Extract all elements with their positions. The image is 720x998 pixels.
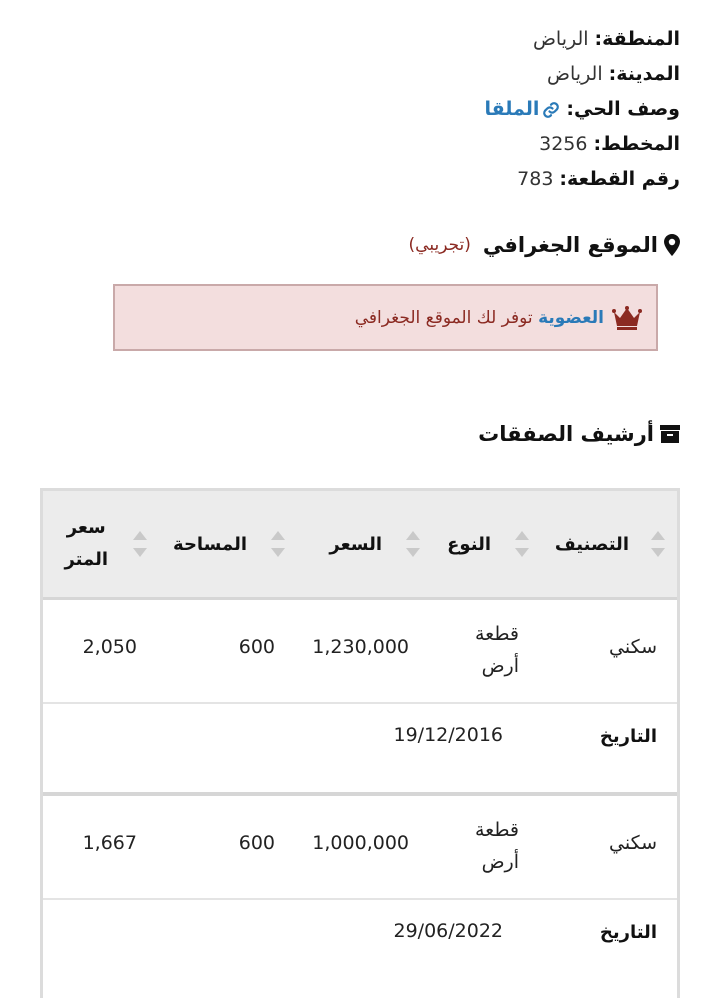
crown-icon [612, 306, 642, 330]
district-link[interactable] [484, 92, 560, 127]
table-row [43, 796, 677, 988]
district-label: وصف الحي: [566, 98, 680, 120]
plan-label: المخطط: [593, 133, 680, 155]
sort-icon[interactable] [133, 531, 145, 557]
membership-alert [113, 284, 658, 351]
sort-icon[interactable] [271, 531, 283, 557]
region-label: المنطقة: [594, 28, 680, 50]
geo-trial-badge: (تجريبي) [408, 235, 471, 255]
cell-classification: سكني [609, 832, 657, 854]
date-label: التاريخ [599, 922, 657, 943]
link-icon [542, 101, 560, 119]
district-row [484, 92, 680, 127]
sort-icon[interactable] [406, 531, 418, 557]
sort-icon[interactable] [515, 531, 527, 557]
cell-meter-price: 1,667 [82, 832, 137, 854]
header-price[interactable]: السعر [329, 533, 382, 555]
date-label: التاريخ [599, 726, 657, 747]
cell-classification: سكني [609, 636, 657, 658]
cell-price: 1,000,000 [312, 832, 409, 854]
map-marker-icon [664, 234, 680, 256]
table-row [43, 600, 677, 796]
alert-text: توفر لك الموقع الجغرافي [354, 307, 533, 328]
row-date [43, 704, 677, 796]
geo-heading [409, 233, 680, 257]
sort-icon[interactable] [651, 531, 663, 557]
cell-price: 1,230,000 [312, 636, 409, 658]
archive-heading [478, 422, 680, 446]
membership-link[interactable]: العضوية [538, 307, 604, 328]
cell-meter-price: 2,050 [82, 636, 137, 658]
plot-value: 783 [517, 168, 554, 190]
row-main [43, 796, 677, 900]
plot-label: رقم القطعة: [559, 168, 680, 190]
row-date [43, 900, 677, 988]
cell-type: قطعة أرض [474, 819, 519, 873]
region-row [484, 22, 680, 57]
city-value: الرياض [547, 63, 603, 85]
archive-title: أرشيف الصفقات [478, 422, 654, 446]
transactions-table [40, 488, 680, 998]
header-type[interactable]: النوع [447, 533, 491, 555]
archive-box-icon [660, 425, 680, 443]
table-header [43, 491, 677, 600]
date-value: 29/06/2022 [393, 920, 503, 942]
row-main [43, 600, 677, 704]
header-meter-price[interactable]: سعر المتر [64, 517, 108, 570]
region-value: الرياض [532, 28, 589, 50]
district-value: الملقا [484, 98, 540, 120]
header-area[interactable]: المساحة [173, 533, 247, 555]
cell-area: 600 [238, 832, 275, 854]
cell-area: 600 [238, 636, 275, 658]
city-row [484, 57, 680, 92]
plan-value: 3256 [539, 133, 588, 155]
location-info [484, 22, 680, 197]
city-label: المدينة: [608, 63, 680, 85]
cell-type: قطعة أرض [474, 623, 519, 677]
plan-row [484, 127, 680, 162]
plot-row [484, 162, 680, 197]
header-classification[interactable]: التصنيف [554, 533, 629, 555]
geo-title: الموقع الجغرافي [482, 233, 658, 257]
date-value: 19/12/2016 [393, 724, 503, 746]
